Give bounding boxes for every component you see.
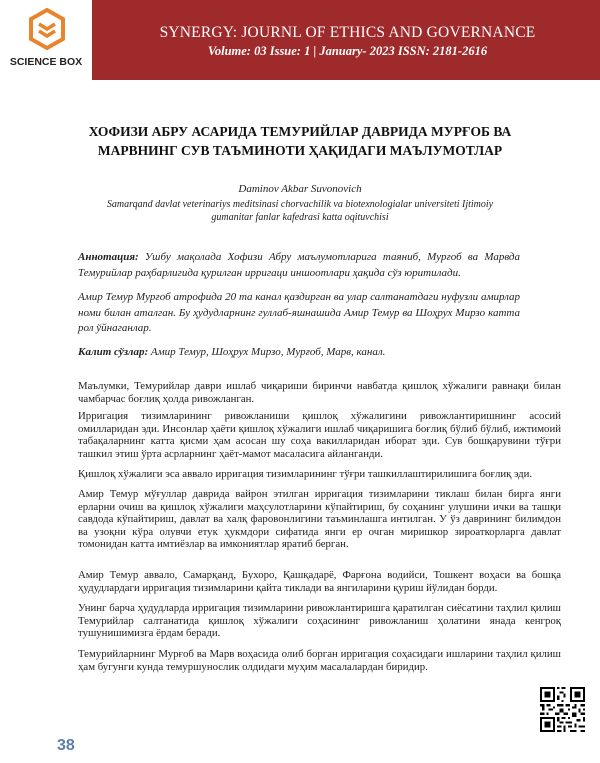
- keywords-text: Амир Темур, Шоҳрух Мирзо, Мурғоб, Марв, канал.: [148, 346, 386, 358]
- publisher-logo: [0, 0, 92, 80]
- article-title: [40, 122, 560, 160]
- qr-code-icon: [540, 687, 585, 732]
- body-paragraph: Темурийларнинг Мурғоб ва Марв воҳасида олиб борган ирригация соҳасидаги ишларини таҳлил қилиш ҳам бугунги кунда темуршунослик олдидаги муҳим масалалардан биридир.: [78, 648, 561, 673]
- body-paragraph: Унинг барча ҳудудларда ирригация тизимларини ривожлантиришга қаратилган сиёсатини таҳлил қилиш Темурийлар салтанатида қишлоқ хўжалиги соҳасининг ривожланиш ҳолатини янада кенгроқ тушунишимизга ёрдам беради.: [78, 602, 561, 640]
- hexagon-logo-icon: [28, 8, 66, 50]
- abstract-text: Ушбу мақолада Хофизи Абру маълумотларига таяниб, Мурғоб ва Марвда Темурийлар раҳбарлигида қурилган ирригаци иншоотлари ҳақида сўз юритилади.: [78, 251, 520, 279]
- abstract: [78, 250, 520, 281]
- journal-issue-line: Volume: 03 Issue: 1 | January- 2023 ISSN: 2181-2616: [207, 44, 488, 58]
- journal-header: [0, 0, 600, 80]
- logo-text: SCIENCE BOX: [9, 56, 83, 68]
- abstract-paragraph-2: Амир Темур Мурғоб атрофида 20 та канал қаздирган ва улар салтанатдаги нуфузли амирлар номи билан аталган. Бу ҳудудларнинг гуллаб-яшнашида Амир Темур ва Шоҳрух Мирзо катта рол ўйнаганлар.: [78, 291, 520, 334]
- title-line-1: ХОФИЗИ АБРУ АСАРИДА ТЕМУРИЙЛАР ДАВРИДА МУРҒОБ ВА: [88, 124, 512, 139]
- affiliation-line-1: Samarqand davlat veterinariys meditsinasi chorvachilik va biotexnologialar universiteti Ijtimoiy: [106, 199, 494, 210]
- keywords-label: Калит сўзлар:: [78, 346, 149, 358]
- abstract-label: Аннотация:: [78, 251, 139, 263]
- body-paragraph: Амир Темур мўғуллар даврида вайрон этилган ирригация тизимларини тиклаш билан бирга янги ерларни очиш ва қишлоқ хўжалиги маҳсулотларини кўпайтириш, бу соҳанинг улушини ички ва ташқи савдода кўпайтириш, давлат ва халқ фаровонлигини таъминлашга интилган. У ўз даврининг билимдон ва узоқни кўра олувчи етук ҳукмдори сифатида янги ер очган миришкор зироаткорларга давлат томонидан катта имтиёзлар ва имкониятлар яратиб берган.: [78, 488, 561, 551]
- author-name: Daminov Akbar Suvonovich: [238, 183, 362, 195]
- title-line-2: МАРВНИНГ СУВ ТАЪМИНОТИ ҲАҚИДАГИ МАЪЛУМОТЛАР: [97, 143, 503, 158]
- page-number: 38: [57, 737, 75, 754]
- body-paragraph: Қишлоқ хўжалиги эса аввало ирригация тизимларининг тўғри ташкиллаштирилишига боғлиқ эди.: [78, 468, 533, 480]
- body-paragraph: Ирригация тизимларининг ривожланиши қишлоқ хўжалигини ривожлантиришнинг асосий омилларидан эди. Инсонлар ҳаёти қишлоқ хўжалиги ишлаб чиқаришига боғлиқ бўлиб бўлиб, ижтимоий табақаларнинг катта қисми ҳам асосан шу соҳа вакилларидан иборат эди. Сув бошқарувини тўғри ташкил этиш ўрта асрларнинг ҳаёт-мамот масаласига айланганди.: [78, 410, 561, 460]
- author-affiliation: [80, 198, 520, 224]
- keywords: [78, 345, 520, 361]
- affiliation-line-2: gumanitar fanlar kafedrasi katta oqituvchisi: [211, 212, 389, 223]
- body-paragraph: Маълумки, Темурийлар даври ишлаб чиқариши биринчи навбатда қишлоқ хўжалиги равнақи билан чамбарчас боғлиқ ҳолда ривожланган.: [78, 380, 561, 405]
- body-paragraph: Амир Темур аввало, Самарқанд, Бухоро, Қашқадарё, Фарғона водийси, Тошкент воҳаси ва бошқа ҳудудлардаги ирригация тизимларини қайта тиклади ва янгиларини қуриш йўлидан борди.: [78, 569, 561, 594]
- journal-title: SYNERGY: JOURNL OF ETHICS AND GOVERNANCE: [159, 24, 536, 41]
